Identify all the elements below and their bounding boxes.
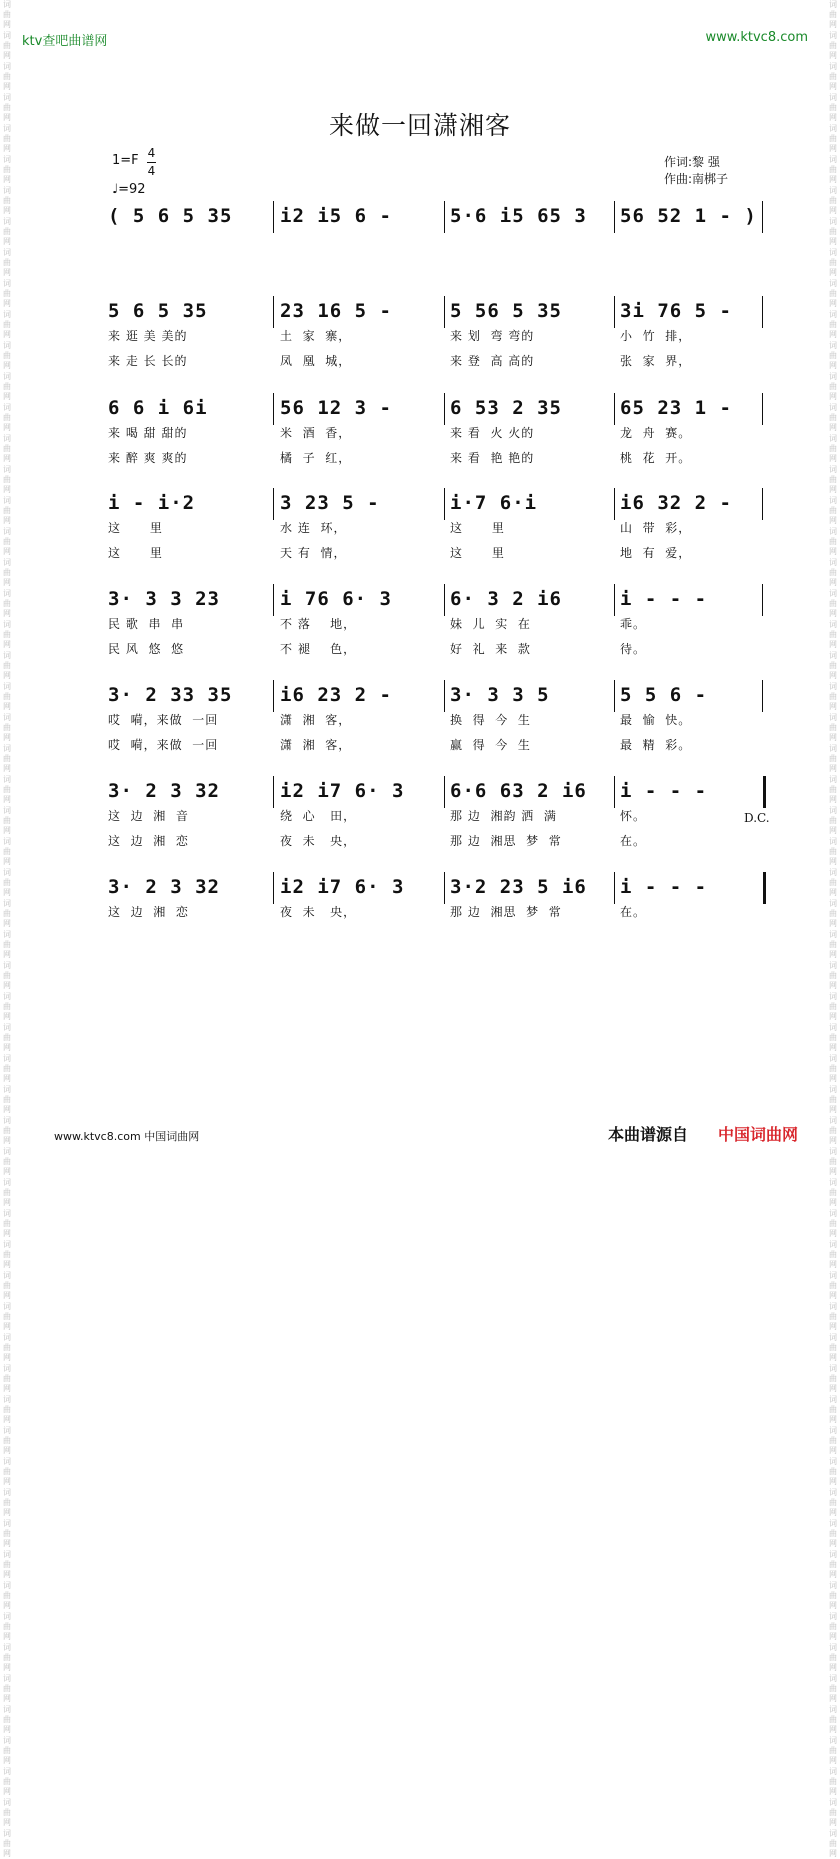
measure-notes: i2 i5 6 - [280, 205, 392, 227]
watermark-text: 词曲网 [829, 1364, 837, 1393]
watermark-text: 词曲网 [3, 372, 11, 401]
measure-notes: 5·6 i5 65 3 [450, 205, 587, 227]
lyric-line: 来 喝 甜 甜的 [108, 426, 188, 440]
watermark-text: 词曲网 [3, 217, 11, 246]
lyric-line: 民 风 悠 悠 [108, 642, 185, 656]
watermark-text: 词曲网 [829, 1550, 837, 1579]
bar-line [273, 584, 274, 616]
bar-line [444, 584, 445, 616]
measure-notes: 5 56 5 35 [450, 300, 562, 322]
bar-line [273, 296, 274, 328]
measure-notes: 5 5 6 - [620, 684, 708, 706]
lyric-line: 那 边 湘韵 洒 满 [450, 809, 557, 823]
bar-line [763, 872, 766, 904]
watermark-text: 词曲网 [3, 1085, 11, 1114]
watermark-text: 词曲网 [829, 558, 837, 587]
watermark-text: 词曲网 [829, 1643, 837, 1672]
bar-line [762, 584, 763, 616]
bar-line [444, 296, 445, 328]
watermark-text: 词曲网 [3, 155, 11, 184]
bar-line [444, 201, 445, 233]
watermark-text: 词曲网 [829, 1736, 837, 1765]
lyric-line: 米 酒 香， [280, 426, 352, 440]
watermark-text: 词曲网 [829, 1674, 837, 1703]
lyric-line: 这 边 湘 恋 [108, 905, 189, 919]
song-title: 来做一回潇湘客 [328, 111, 511, 140]
bar-line [614, 680, 615, 712]
watermark-text: 词曲网 [3, 124, 11, 153]
watermark-text: 词曲网 [3, 899, 11, 928]
watermark-text: 词曲网 [829, 155, 837, 184]
measure-notes: i - - - [620, 780, 708, 802]
measure-notes: 3· 2 3 32 [108, 780, 220, 802]
key-signature: 1=F [112, 153, 139, 168]
bar-line [614, 393, 615, 425]
watermark-text: 词曲网 [3, 961, 11, 990]
lyric-line: 妹 儿 实 在 [450, 617, 531, 631]
measure-notes: i·7 6·i [450, 492, 538, 514]
watermark-text: 词曲网 [829, 899, 837, 928]
watermark-text: 词曲网 [829, 713, 837, 742]
watermark-text: 词曲网 [829, 62, 837, 91]
watermark-text: 词曲网 [829, 806, 837, 835]
watermark-text: 词曲网 [3, 1333, 11, 1362]
lyric-line: 这 里 [108, 521, 163, 535]
watermark-text: 词曲网 [3, 992, 11, 1021]
watermark-text: 词曲网 [829, 1302, 837, 1331]
measure-notes: 3·2 23 5 i6 [450, 876, 587, 898]
lyric-line: 天 有 情， [280, 546, 347, 560]
measure-notes: i2 i7 6· 3 [280, 780, 405, 802]
lyric-line: 在。 [620, 905, 647, 919]
lyricist-credit: 作词:黎 强 [664, 155, 720, 169]
watermark-text: 词曲网 [829, 775, 837, 804]
watermark-text: 词曲网 [3, 651, 11, 680]
watermark-text: 词曲网 [3, 868, 11, 897]
watermark-text: 词曲网 [829, 620, 837, 649]
lyric-line: 桃 花 开。 [620, 451, 692, 465]
bar-line [273, 488, 274, 520]
watermark-text: 词曲网 [3, 1271, 11, 1300]
watermark-text: 词曲网 [829, 1395, 837, 1424]
bar-line [762, 680, 763, 712]
watermark-text: 词曲网 [829, 310, 837, 339]
measure-notes: 6· 3 2 i6 [450, 588, 562, 610]
lyric-line: 这 里 [108, 546, 163, 560]
watermark-text: 词曲网 [3, 93, 11, 122]
watermark-text: 词曲网 [3, 31, 11, 60]
watermark-text: 词曲网 [829, 31, 837, 60]
measure-notes: 56 52 1 - ) [620, 205, 757, 227]
watermark-text: 词曲网 [3, 1364, 11, 1393]
bar-line [444, 680, 445, 712]
watermark-text: 词曲网 [3, 1550, 11, 1579]
bar-line [273, 872, 274, 904]
watermark-text: 词曲网 [3, 1798, 11, 1827]
bar-line [273, 680, 274, 712]
measure-notes: 65 23 1 - [620, 397, 732, 419]
measure-notes: 3i 76 5 - [620, 300, 732, 322]
lyric-line: 怀。 [620, 809, 647, 823]
watermark-text: 词曲网 [829, 279, 837, 308]
measure-notes: 3· 3 3 5 [450, 684, 550, 706]
watermark-text: 词曲网 [829, 930, 837, 959]
measure-notes: i6 23 2 - [280, 684, 392, 706]
watermark-text: 词曲网 [3, 558, 11, 587]
watermark-text: 词曲网 [829, 1426, 837, 1455]
watermark-text: 词曲网 [3, 1488, 11, 1517]
watermark-text: 词曲网 [3, 1643, 11, 1672]
lyric-line: 最 精 彩。 [620, 738, 692, 752]
bar-line [614, 584, 615, 616]
watermark-text: 词曲网 [3, 1767, 11, 1796]
composer-credit: 作曲:南梆子 [664, 172, 729, 186]
lyric-line: 这 边 湘 音 [108, 809, 189, 823]
watermark-text: 词曲网 [3, 775, 11, 804]
measure-notes: ( 5 6 5 35 [108, 205, 233, 227]
watermark-text: 词曲网 [829, 1457, 837, 1486]
watermark-text: 词曲网 [3, 1519, 11, 1548]
time-signature [147, 146, 156, 179]
watermark-text: 词曲网 [3, 1705, 11, 1734]
bar-line [273, 393, 274, 425]
watermark-text: 词曲网 [829, 186, 837, 215]
watermark-text: 词曲网 [3, 341, 11, 370]
lyric-line: 来 逛 美 美的 [108, 329, 188, 343]
bar-line [444, 393, 445, 425]
watermark-text: 词曲网 [3, 620, 11, 649]
watermark-text: 词曲网 [829, 1085, 837, 1114]
watermark-text: 词曲网 [3, 1209, 11, 1238]
measure-notes: 5 6 5 35 [108, 300, 208, 322]
measure-notes: 3· 2 33 35 [108, 684, 233, 706]
lyric-line: 来 走 长 长的 [108, 354, 188, 368]
lyric-line: 哎 嗬，来做 一回 [108, 738, 219, 752]
bar-line [614, 488, 615, 520]
watermark-text: 词曲网 [829, 744, 837, 773]
side-watermark-right [826, 0, 840, 1858]
measure-notes: i - - - [620, 588, 708, 610]
watermark-text: 词曲网 [3, 1736, 11, 1765]
watermark-text: 词曲网 [3, 1674, 11, 1703]
watermark-text: 词曲网 [829, 93, 837, 122]
watermark-text: 词曲网 [829, 403, 837, 432]
watermark-text: 词曲网 [829, 496, 837, 525]
lyric-line: 那 边 湘思 梦 常 [450, 905, 562, 919]
lyric-line: 凤 凰 城， [280, 354, 352, 368]
measure-notes: i - - - [620, 876, 708, 898]
watermark-text: 词曲网 [3, 589, 11, 618]
measure-notes: 6 53 2 35 [450, 397, 562, 419]
watermark-text: 词曲网 [829, 1333, 837, 1362]
header-site-left[interactable]: ktv查吧曲谱网 [22, 34, 108, 49]
measure-notes: 6·6 63 2 i6 [450, 780, 587, 802]
watermark-text: 词曲网 [829, 1271, 837, 1300]
lyric-line: 最 愉 快。 [620, 713, 692, 727]
lyric-line: 潇 湘 客， [280, 738, 352, 752]
bar-line [444, 872, 445, 904]
lyric-line: 夜 未 央， [280, 905, 357, 919]
lyric-line: 来 看 艳 艳的 [450, 451, 535, 465]
lyric-line: 水 连 环， [280, 521, 347, 535]
watermark-text: 词曲网 [829, 1829, 837, 1858]
lyric-line: 来 看 火 火的 [450, 426, 535, 440]
lyric-line: 这 里 [450, 521, 505, 535]
lyric-line: 来 醉 爽 爽的 [108, 451, 188, 465]
lyric-line: 待。 [620, 642, 647, 656]
lyric-line: 在。 [620, 834, 647, 848]
watermark-text: 词曲网 [3, 930, 11, 959]
measure-notes: 3· 3 3 23 [108, 588, 220, 610]
bar-line [762, 296, 763, 328]
watermark-text: 词曲网 [829, 1705, 837, 1734]
bar-line [614, 296, 615, 328]
watermark-text: 词曲网 [829, 1519, 837, 1548]
watermark-text: 词曲网 [829, 1116, 837, 1145]
watermark-text: 词曲网 [3, 1612, 11, 1641]
lyric-line: 好 礼 来 款 [450, 642, 531, 656]
time-sig-bottom: 4 [147, 164, 156, 178]
watermark-text: 词曲网 [829, 217, 837, 246]
lyric-line: 橘 子 红， [280, 451, 352, 465]
watermark-text: 词曲网 [3, 0, 11, 29]
watermark-text: 词曲网 [829, 1767, 837, 1796]
lyric-line: 赢 得 今 生 [450, 738, 531, 752]
watermark-text: 词曲网 [829, 527, 837, 556]
footer-left[interactable]: www.ktvc8.com 中国词曲网 [54, 1130, 200, 1143]
watermark-text: 词曲网 [3, 248, 11, 277]
time-sig-bar [147, 162, 156, 163]
watermark-text: 词曲网 [3, 1302, 11, 1331]
watermark-text: 词曲网 [3, 1457, 11, 1486]
watermark-text: 词曲网 [829, 1798, 837, 1827]
watermark-text: 词曲网 [3, 1395, 11, 1424]
watermark-text: 词曲网 [3, 186, 11, 215]
side-watermark-left [0, 0, 14, 1858]
watermark-text: 词曲网 [829, 1488, 837, 1517]
lyric-line: 哎 嗬，来做 一回 [108, 713, 219, 727]
watermark-text: 词曲网 [829, 372, 837, 401]
watermark-text: 词曲网 [829, 1209, 837, 1238]
watermark-text: 词曲网 [829, 0, 837, 29]
measure-notes: i6 32 2 - [620, 492, 732, 514]
measure-notes: i 76 6· 3 [280, 588, 392, 610]
watermark-text: 词曲网 [3, 1581, 11, 1610]
lyric-line: 换 得 今 生 [450, 713, 531, 727]
lyric-line: 那 边 湘思 梦 常 [450, 834, 562, 848]
lyric-line: 来 登 高 高的 [450, 354, 535, 368]
watermark-text: 词曲网 [829, 1178, 837, 1207]
lyric-line: 潇 湘 客， [280, 713, 352, 727]
measure-notes: i - i·2 [108, 492, 196, 514]
watermark-text: 词曲网 [3, 1426, 11, 1455]
watermark-text: 词曲网 [829, 465, 837, 494]
watermark-text: 词曲网 [3, 837, 11, 866]
watermark-text: 词曲网 [829, 434, 837, 463]
watermark-text: 词曲网 [3, 1023, 11, 1052]
time-sig-top: 4 [147, 146, 156, 160]
watermark-text: 词曲网 [3, 1147, 11, 1176]
bar-line [614, 201, 615, 233]
lyric-line: 不 褪 色， [280, 642, 357, 656]
bar-line [273, 201, 274, 233]
footer-source-site[interactable]: 中国词曲网 [718, 1125, 799, 1144]
watermark-text: 词曲网 [3, 465, 11, 494]
measure-notes: 6 6 i 6i [108, 397, 208, 419]
watermark-text: 词曲网 [829, 992, 837, 1021]
measure-notes: 3· 2 3 32 [108, 876, 220, 898]
lyric-line: 民 歌 串 串 [108, 617, 185, 631]
watermark-text: 词曲网 [829, 1581, 837, 1610]
header-site-right[interactable]: www.ktvc8.com [705, 30, 808, 45]
bar-line [614, 776, 615, 808]
measure-notes: 3 23 5 - [280, 492, 380, 514]
watermark-text: 词曲网 [3, 1240, 11, 1269]
measure-notes: 56 12 3 - [280, 397, 392, 419]
watermark-text: 词曲网 [3, 434, 11, 463]
bar-line [762, 201, 763, 233]
watermark-text: 词曲网 [829, 837, 837, 866]
watermark-text: 词曲网 [829, 868, 837, 897]
watermark-text: 词曲网 [829, 589, 837, 618]
bar-line [763, 776, 766, 808]
watermark-text: 词曲网 [3, 713, 11, 742]
watermark-text: 词曲网 [829, 682, 837, 711]
watermark-text: 词曲网 [3, 403, 11, 432]
lyric-line: 土 家 寨， [280, 329, 352, 343]
watermark-text: 词曲网 [829, 1240, 837, 1269]
lyric-line: 小 竹 排， [620, 329, 692, 343]
watermark-text: 词曲网 [829, 651, 837, 680]
lyric-line: 乖。 [620, 617, 647, 631]
watermark-text: 词曲网 [3, 744, 11, 773]
watermark-text: 词曲网 [3, 1054, 11, 1083]
bar-line [444, 488, 445, 520]
watermark-text: 词曲网 [3, 1178, 11, 1207]
bar-line [762, 488, 763, 520]
bar-line [614, 872, 615, 904]
watermark-text: 词曲网 [829, 1054, 837, 1083]
watermark-text: 词曲网 [3, 806, 11, 835]
measure-notes: i2 i7 6· 3 [280, 876, 405, 898]
tempo-mark: ♩=92 [112, 182, 146, 197]
footer-source-label: 本曲谱源自 [608, 1125, 689, 1144]
lyric-line: 龙 舟 赛。 [620, 426, 692, 440]
bar-line [273, 776, 274, 808]
bar-line [762, 393, 763, 425]
watermark-text: 词曲网 [3, 1116, 11, 1145]
watermark-text: 词曲网 [3, 310, 11, 339]
watermark-text: 词曲网 [829, 1612, 837, 1641]
watermark-text: 词曲网 [829, 961, 837, 990]
measure-notes: 23 16 5 - [280, 300, 392, 322]
watermark-text: 词曲网 [3, 62, 11, 91]
lyric-line: 山 带 彩， [620, 521, 692, 535]
watermark-text: 词曲网 [829, 1023, 837, 1052]
watermark-text: 词曲网 [3, 1829, 11, 1858]
lyric-line: 不 落 地， [280, 617, 357, 631]
lyric-line: 这 里 [450, 546, 505, 560]
watermark-text: 词曲网 [3, 496, 11, 525]
watermark-text: 词曲网 [3, 279, 11, 308]
lyric-line: 绕 心 田， [280, 809, 357, 823]
watermark-text: 词曲网 [829, 341, 837, 370]
lyric-line: 夜 未 央， [280, 834, 357, 848]
lyric-line: 来 划 弯 弯的 [450, 329, 535, 343]
watermark-text: 词曲网 [3, 682, 11, 711]
dc-mark: D.C. [744, 811, 770, 825]
lyric-line: 地 有 爱， [620, 546, 692, 560]
watermark-text: 词曲网 [829, 248, 837, 277]
bar-line [444, 776, 445, 808]
watermark-text: 词曲网 [829, 124, 837, 153]
watermark-text: 词曲网 [829, 1147, 837, 1176]
lyric-line: 这 边 湘 恋 [108, 834, 189, 848]
watermark-text: 词曲网 [3, 527, 11, 556]
lyric-line: 张 家 界， [620, 354, 692, 368]
